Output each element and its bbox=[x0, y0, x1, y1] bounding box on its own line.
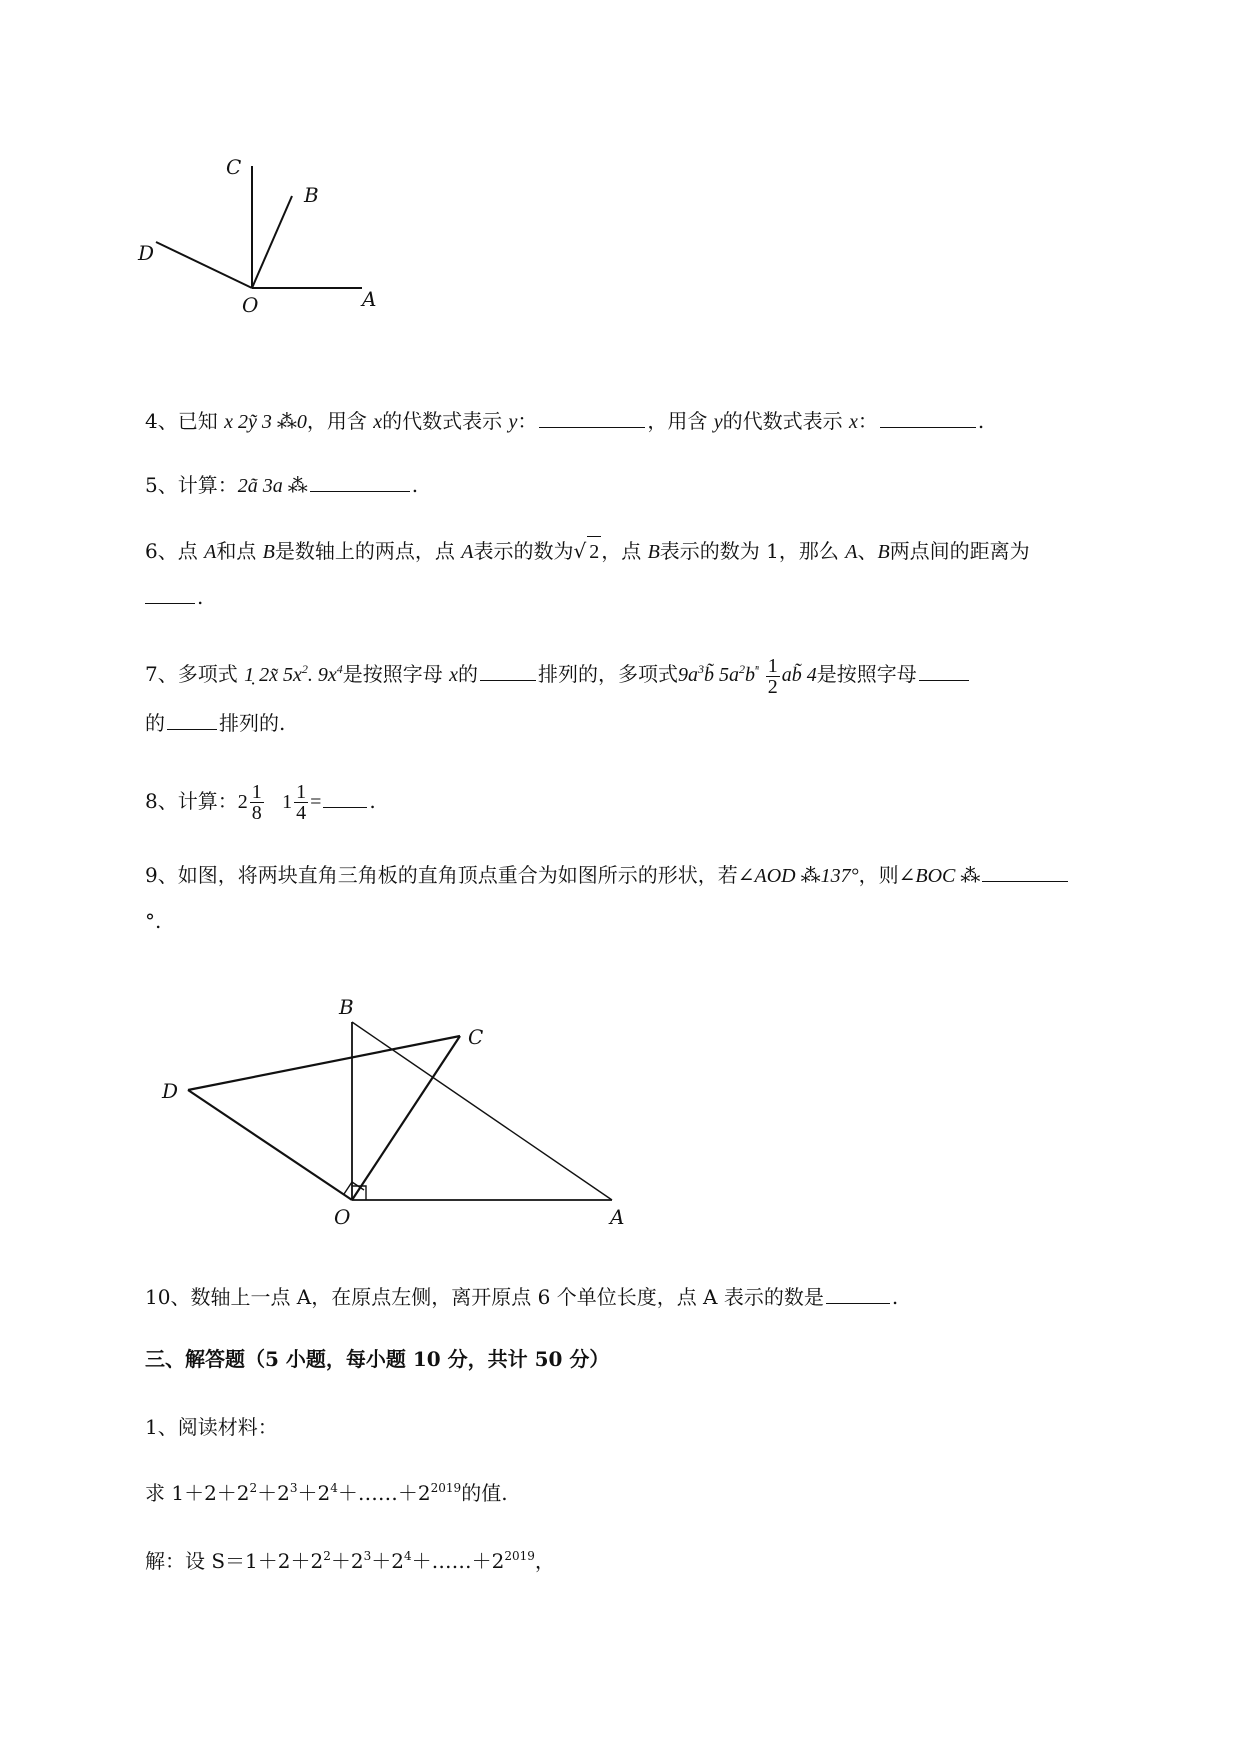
question-9-line-2 bbox=[145, 906, 1165, 936]
q7-poly-2-d: ab̃ 4 bbox=[781, 664, 817, 687]
q6-point-a: A bbox=[204, 541, 217, 563]
q5-blank[interactable] bbox=[310, 490, 410, 492]
label-c: C bbox=[226, 155, 242, 179]
p1-q-sup-3: 4 bbox=[330, 1481, 338, 1495]
q7-var-x: x bbox=[449, 664, 458, 687]
q6-text-2: 和点 bbox=[216, 539, 257, 563]
q6-text-3: 是数轴上的两点，点 bbox=[274, 539, 455, 563]
q8-number: 8、 bbox=[145, 789, 178, 813]
q6-end: . bbox=[197, 585, 204, 609]
q7-text-6: 的 bbox=[145, 711, 165, 735]
q7-poly-2 bbox=[678, 655, 817, 698]
q6-blank[interactable] bbox=[145, 602, 195, 604]
q8-equals: = bbox=[310, 791, 322, 813]
q6-text-5: ，点 bbox=[601, 539, 642, 563]
q8-blank[interactable] bbox=[323, 806, 367, 808]
q7-fraction bbox=[766, 656, 780, 697]
q7-sup-2: 4 bbox=[336, 662, 343, 677]
q6-text-7: 、 bbox=[857, 539, 878, 563]
figure-rays-svg bbox=[138, 155, 400, 360]
q8-fraction-1 bbox=[250, 782, 264, 823]
question-6-line-2 bbox=[145, 582, 1165, 612]
q8-end: . bbox=[369, 789, 376, 813]
p1-text: 阅读材料： bbox=[177, 1415, 278, 1439]
q4-var-y: y bbox=[508, 411, 518, 433]
figure-set-squares bbox=[150, 990, 650, 1230]
q4-text-3: ： bbox=[517, 409, 538, 433]
question-9 bbox=[145, 860, 1165, 891]
right-angle-mark-doc bbox=[344, 1182, 364, 1194]
q7-sup-1: 2 bbox=[301, 662, 308, 677]
q4-blank-1[interactable] bbox=[539, 426, 645, 428]
q5-end: . bbox=[411, 473, 419, 497]
question-5 bbox=[145, 470, 1165, 501]
question-6 bbox=[145, 536, 1165, 567]
q6-text-1: 点 bbox=[177, 539, 198, 563]
problem-1-question bbox=[145, 1478, 1165, 1508]
label-o: O bbox=[334, 1205, 351, 1229]
ray-ob bbox=[252, 196, 292, 288]
q6-text-6: 表示的数为 1，那么 bbox=[659, 539, 839, 563]
p1-q-c: ＋2 bbox=[297, 1481, 331, 1505]
q7-poly-2-c: b bbox=[745, 664, 755, 687]
q4-text-6: ： bbox=[857, 409, 878, 433]
q6-point-a3: A bbox=[845, 541, 858, 563]
q8-frac-1-den: 8 bbox=[251, 802, 262, 824]
q7-blank-2[interactable] bbox=[919, 679, 969, 681]
q7-frac-den: 2 bbox=[767, 676, 778, 698]
segment-dc bbox=[188, 1036, 460, 1090]
q5-prefix: 计算： bbox=[177, 473, 238, 497]
p1-sol-sup-1: 2 bbox=[323, 1549, 331, 1563]
q7-poly-2-a: 9a bbox=[678, 664, 698, 687]
q9-angle-aod: ∠AOD ⁂137° bbox=[737, 865, 859, 887]
q7-text-2: 是按照字母 bbox=[342, 662, 443, 687]
q7-frac-num: 1 bbox=[767, 655, 778, 677]
q8-fraction-2 bbox=[294, 782, 308, 823]
q6-point-b2: B bbox=[647, 541, 660, 563]
segment-oc bbox=[352, 1036, 460, 1200]
p1-q-e: 的值. bbox=[461, 1481, 508, 1505]
q6-text-8: 两点间的距离为 bbox=[889, 539, 1030, 563]
q9-text-1: 如图，将两块直角三角板的直角顶点重合为如图所示的形状，若 bbox=[177, 863, 738, 887]
q7-text-5: 是按照字母 bbox=[816, 662, 917, 687]
q4-number: 4、 bbox=[145, 409, 178, 433]
q6-point-b: B bbox=[262, 541, 275, 563]
q4-var-x: x bbox=[373, 411, 383, 433]
q4-end: . bbox=[977, 409, 985, 433]
q7-poly-2-b: b̃ 5a bbox=[704, 664, 739, 687]
q7-text-7: 排列的. bbox=[219, 711, 286, 735]
q9-angle-boc: ∠BOC ⁂ bbox=[898, 865, 981, 887]
q6-sqrt-value: 2 bbox=[587, 536, 601, 567]
label-d: D bbox=[162, 1079, 179, 1103]
segment-od bbox=[188, 1090, 352, 1200]
q4-var-y2: y bbox=[713, 411, 723, 433]
q10-blank[interactable] bbox=[826, 1302, 890, 1304]
figure-set-squares-svg bbox=[150, 990, 650, 1230]
p1-sol-sup-3: 4 bbox=[403, 1549, 412, 1563]
q8-whole-2: 1 bbox=[282, 791, 293, 813]
q10-number: 10、 bbox=[145, 1285, 191, 1309]
p1-sol-c: ＋2 bbox=[371, 1549, 404, 1573]
q7-text-1: 多项式 bbox=[177, 662, 238, 687]
q9-number: 9、 bbox=[145, 863, 178, 887]
q4-blank-2[interactable] bbox=[880, 426, 976, 428]
p1-q-d: ＋……＋2 bbox=[337, 1481, 431, 1505]
p1-sol-sup-4: 2019 bbox=[504, 1549, 535, 1563]
q4-text-1: ，用含 bbox=[306, 409, 367, 433]
section-3-heading: 三、解答题（5 小题，每小题 10 分，共计 50 分） bbox=[145, 1347, 610, 1371]
p1-sol-d: ＋……＋2 bbox=[411, 1549, 505, 1573]
q8-frac-1-num: 1 bbox=[251, 781, 262, 803]
q5-expression: 2ã 3a ⁂ bbox=[237, 475, 308, 497]
q6-number: 6、 bbox=[145, 539, 178, 563]
label-b: B bbox=[304, 183, 319, 207]
question-10 bbox=[145, 1282, 1165, 1312]
q4-text-2: 的代数式表示 bbox=[382, 409, 503, 433]
p1-sol-b: ＋2 bbox=[330, 1549, 364, 1573]
p1-q-a: 求 1＋2＋2 bbox=[145, 1481, 250, 1505]
p1-q-sup-1: 2 bbox=[249, 1481, 258, 1495]
p1-sol-a: 解：设 S＝1＋2＋2 bbox=[145, 1549, 324, 1573]
q7-blank-3[interactable] bbox=[167, 728, 217, 730]
q6-text-4: 表示的数为 bbox=[473, 539, 574, 563]
p1-sol-e: ， bbox=[534, 1549, 555, 1573]
q4-expression: x 2ỹ 3 ⁂0 bbox=[224, 411, 307, 433]
q7-blank-1[interactable] bbox=[480, 679, 536, 681]
q6-point-a2: A bbox=[461, 541, 474, 563]
q7-sup-3: 3 bbox=[698, 662, 704, 677]
problem-1 bbox=[145, 1412, 1165, 1442]
q8-prefix: 计算： bbox=[177, 789, 238, 813]
q6-sqrt-sign: √ bbox=[573, 539, 587, 563]
question-7-line-2 bbox=[145, 708, 1165, 738]
p1-q-b: ＋2 bbox=[257, 1481, 290, 1505]
label-b: B bbox=[339, 995, 354, 1019]
problem-1-solution bbox=[145, 1546, 1165, 1576]
q6-point-b3: B bbox=[877, 541, 890, 563]
label-c: C bbox=[468, 1025, 484, 1049]
q4-prefix: 已知 bbox=[177, 409, 218, 433]
label-o: O bbox=[242, 293, 259, 317]
p1-q-sup-2: 3 bbox=[289, 1481, 298, 1495]
p1-q-sup-4: 2019 bbox=[430, 1481, 462, 1495]
question-4 bbox=[145, 406, 1165, 437]
question-8 bbox=[145, 782, 1165, 823]
question-7 bbox=[145, 656, 1165, 697]
q8-whole-1: 2 bbox=[237, 791, 248, 813]
q7-poly-1-a: 1̣ 2x̃ 5x bbox=[244, 664, 302, 687]
q7-sup-5: ⁿ bbox=[755, 662, 759, 677]
q4-text-4: ，用含 bbox=[647, 409, 708, 433]
p1-number: 1、 bbox=[145, 1415, 178, 1439]
q9-end: °. bbox=[145, 909, 162, 933]
ray-od bbox=[156, 242, 252, 288]
q7-sup-4: 2 bbox=[739, 662, 745, 677]
label-a: A bbox=[362, 287, 377, 311]
q7-poly-1-b: . 9x bbox=[307, 664, 337, 687]
q8-frac-2-den: 4 bbox=[296, 802, 307, 824]
q7-poly-1 bbox=[244, 664, 343, 686]
q8-frac-2-num: 1 bbox=[296, 781, 307, 803]
q7-number: 7、 bbox=[145, 662, 178, 687]
figure-rays bbox=[138, 155, 400, 360]
p1-sol-sup-2: 3 bbox=[363, 1549, 372, 1563]
q7-text-3: 的 bbox=[458, 662, 478, 687]
q9-blank[interactable] bbox=[982, 880, 1068, 882]
q5-number: 5、 bbox=[145, 473, 178, 497]
q10-text: 数轴上一点 A，在原点左侧，离开原点 6 个单位长度，点 A 表示的数是 bbox=[190, 1285, 824, 1309]
q4-var-x2: x bbox=[848, 411, 858, 433]
q10-end: . bbox=[891, 1285, 899, 1309]
q7-text-4: 排列的，多项式 bbox=[538, 662, 678, 687]
label-d: D bbox=[138, 241, 155, 265]
label-a: A bbox=[610, 1205, 625, 1229]
q9-text-2: ，则 bbox=[858, 863, 899, 887]
q4-text-5: 的代数式表示 bbox=[722, 409, 843, 433]
